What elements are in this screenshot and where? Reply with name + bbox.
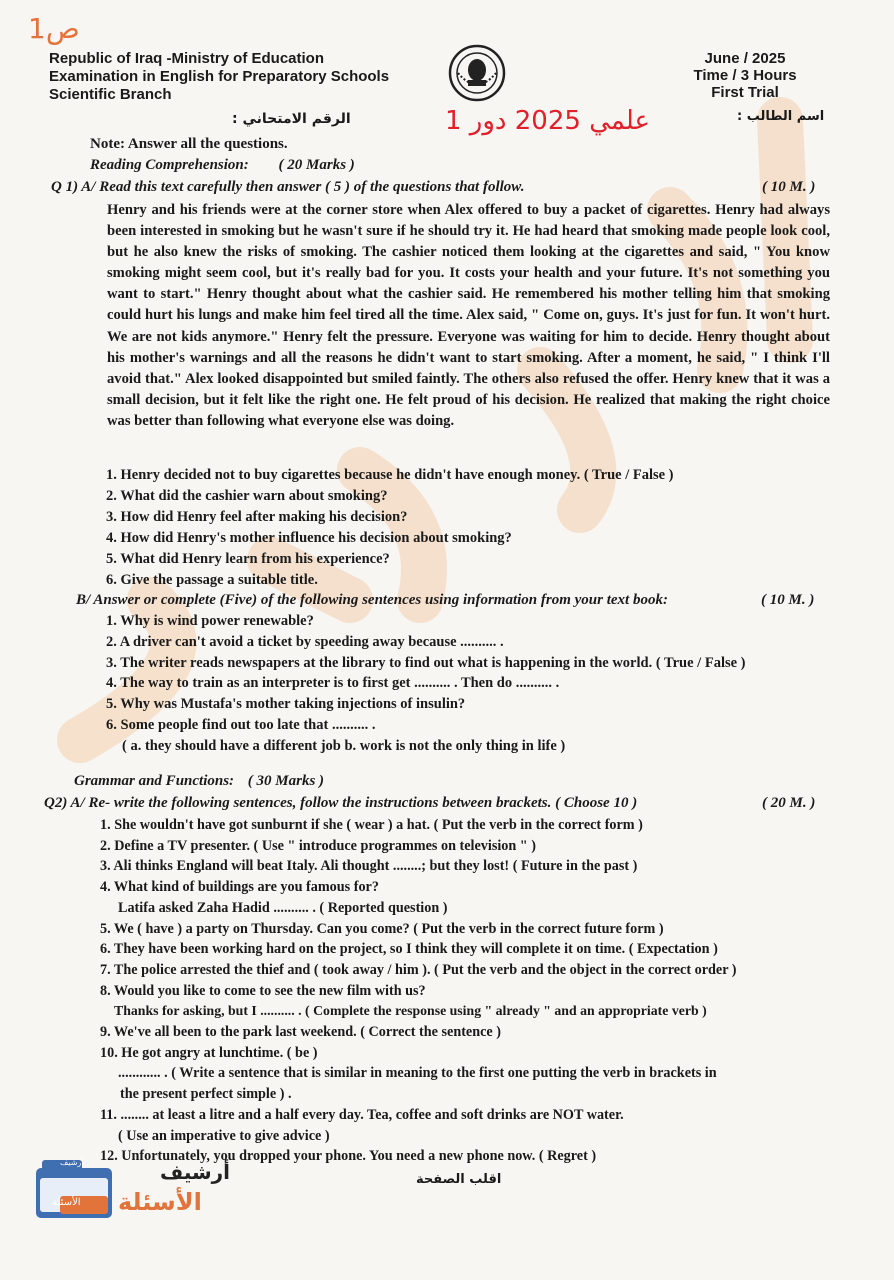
q1b-marks: ( 10 M. ) xyxy=(761,592,815,608)
question-item: Thanks for asking, but I .......... . ( Complete the response using " already " and an appropriate verb ) xyxy=(114,1003,707,1019)
exam-number-label: الرقم الامتحاني : xyxy=(232,111,351,127)
q1a-marks: ( 10 M. ) xyxy=(762,179,816,195)
exam-time: Time / 3 Hours xyxy=(693,67,797,84)
turn-page-note: اقلب الصفحة xyxy=(416,1172,502,1187)
trial-label: First Trial xyxy=(711,84,779,101)
q1a-questions xyxy=(106,465,674,591)
reading-heading xyxy=(90,157,355,174)
question-item: 11. ........ at least a litre and a half every day. Tea, coffee and soft drinks are NOT water. xyxy=(100,1106,624,1123)
logo-word-archive: أرشيف xyxy=(160,1160,231,1184)
folder-label-text: الأسئلة xyxy=(52,1197,81,1208)
branch-line: Scientific Branch xyxy=(49,86,172,103)
question-item: 9. We've all been to the park last weekend. ( Correct the sentence ) xyxy=(100,1024,501,1041)
grammar-title: Grammar and Functions: xyxy=(74,773,235,789)
q2a-items xyxy=(100,815,737,1167)
question-item: 2. A driver can't avoid a ticket by speeding away because .......... . xyxy=(106,633,504,650)
question-item: 5. We ( have ) a party on Thursday. Can you come? ( Put the verb in the correct future form ) xyxy=(100,920,664,937)
question-options: ( a. they should have a different job b. work is not the only thing in life ) xyxy=(122,737,566,754)
grammar-heading xyxy=(74,773,324,790)
reading-marks: ( 20 Marks ) xyxy=(278,157,355,173)
q1a-instruction: Q 1) A/ Read this text carefully then answer ( 5 ) of the questions that follow. xyxy=(51,179,525,195)
folder-tab-text: أرشيف xyxy=(60,1158,84,1167)
exam-line: Examination in English for Preparatory Schools xyxy=(49,68,390,85)
q1b-items xyxy=(106,611,746,757)
question-item: 4. How did Henry's mother influence his decision about smoking? xyxy=(106,530,512,546)
question-item: 1. She wouldn't have got sunburnt if she ( wear ) a hat. ( Put the verb in the correct form ) xyxy=(100,817,643,833)
question-item: 3. Ali thinks England will beat Italy. Ali thought ........; but they lost! ( Future in the past ) xyxy=(100,858,638,875)
question-item: Latifa asked Zaha Hadid .......... . ( Reported question ) xyxy=(118,899,448,916)
question-item: 1. Why is wind power renewable? xyxy=(106,613,314,629)
exam-date: June / 2025 xyxy=(704,50,786,67)
question-item: 2. Define a TV presenter. ( Use " introduce programmes on television " ) xyxy=(100,837,536,854)
question-item: 6. Give the passage a suitable title. xyxy=(106,572,318,588)
question-item: 10. He got angry at lunchtime. ( be ) xyxy=(100,1044,318,1061)
grammar-marks: ( 30 Marks ) xyxy=(247,773,325,789)
question-item: ............ . ( Write a sentence that is similar in meaning to the first one putting the verb in brackets in xyxy=(118,1065,717,1082)
student-name-label: اسم الطالب : xyxy=(737,109,825,124)
question-item: 6. They have been working hard on the project, so I think they will complete it on time. ( Expectation ) xyxy=(100,941,718,958)
question-item: 4. What kind of buildings are you famous for? xyxy=(100,879,379,896)
question-item: 5. What did Henry learn from his experience? xyxy=(106,551,390,567)
q1b-instruction: B/ Answer or complete (Five) of the following sentences using information from your text book: xyxy=(76,592,668,608)
question-item: 3. How did Henry feel after making his decision? xyxy=(106,509,408,525)
ministry-seal-icon xyxy=(448,44,506,102)
page-mark: ص1 xyxy=(28,12,80,45)
question-item: 8. Would you like to come to see the new film with us? xyxy=(100,982,426,999)
question-item: 2. What did the cashier warn about smoking? xyxy=(106,488,388,504)
question-item: 7. The police arrested the thief and ( took away / him ). ( Put the verb and the object in the correct order ) xyxy=(100,961,737,978)
exam-session-note: علمي 2025 دور 1 xyxy=(445,106,651,136)
logo-word-questions: الأسئلة xyxy=(118,1188,202,1216)
question-item: ( Use an imperative to give advice ) xyxy=(118,1127,330,1144)
reading-passage: Henry and his friends were at the corner store when Alex offered to buy a packet of cigarettes. Henry had always been interested in smoking but he wasn't sure if he should try it. He had heard that smoking made people look cool, but he also knew the risks of smoking. The cashier noticed them looking at the cigarettes and said, " You know smoking might seem cool, but it's really bad for you. It costs your health and your future. It's not something you want to start." Henry thought about what the cashier said. He remembered his mother telling him that smoking could hurt his lungs and make him feel tired all the time. Alex said, " Come on, guys. It's just for fun. It won't hurt. We are not kids anymore." Henry felt the pressure. Everyone was waiting for him to decide. Henry thought about his mother's warnings and all the reasons he didn't want to start smoking. After a moment, he said, " I think I'll avoid that." Alex looked disappointed but smiled faintly. The others also refused the offer. Henry knew that it was a small decision, but it felt like the right one. He felt proud of his decision. He realized that making the right choice was better than following what everyone else was doing. xyxy=(107,202,830,429)
question-item: the present perfect simple ) . xyxy=(120,1086,292,1103)
q2a-marks: ( 20 M. ) xyxy=(762,795,816,811)
ministry-line: Republic of Iraq -Ministry of Education xyxy=(49,50,325,67)
question-item: 4. The way to train as an interpreter is to first get .......... . Then do .......... . xyxy=(106,675,560,692)
reading-title: Reading Comprehension: xyxy=(90,157,249,173)
question-item: 1. Henry decided not to buy cigarettes because he didn't have enough money. ( True / False ) xyxy=(106,467,674,483)
question-item: 6. Some people find out too late that .......... . xyxy=(106,716,376,733)
note-text: Note: Answer all the questions. xyxy=(90,136,288,152)
header-left xyxy=(49,50,389,104)
header-right xyxy=(680,50,810,101)
question-item: 12. Unfortunately, you dropped your phone. You need a new phone now. ( Regret ) xyxy=(100,1148,597,1165)
q2a-instruction: Q2) A/ Re- write the following sentences, follow the instructions between brackets. ( Choose 10 ) xyxy=(44,795,638,811)
question-item: 3. The writer reads newspapers at the library to find out what is happening in the world. ( True / False ) xyxy=(106,654,746,671)
question-item: 5. Why was Mustafa's mother taking injections of insulin? xyxy=(106,696,466,713)
